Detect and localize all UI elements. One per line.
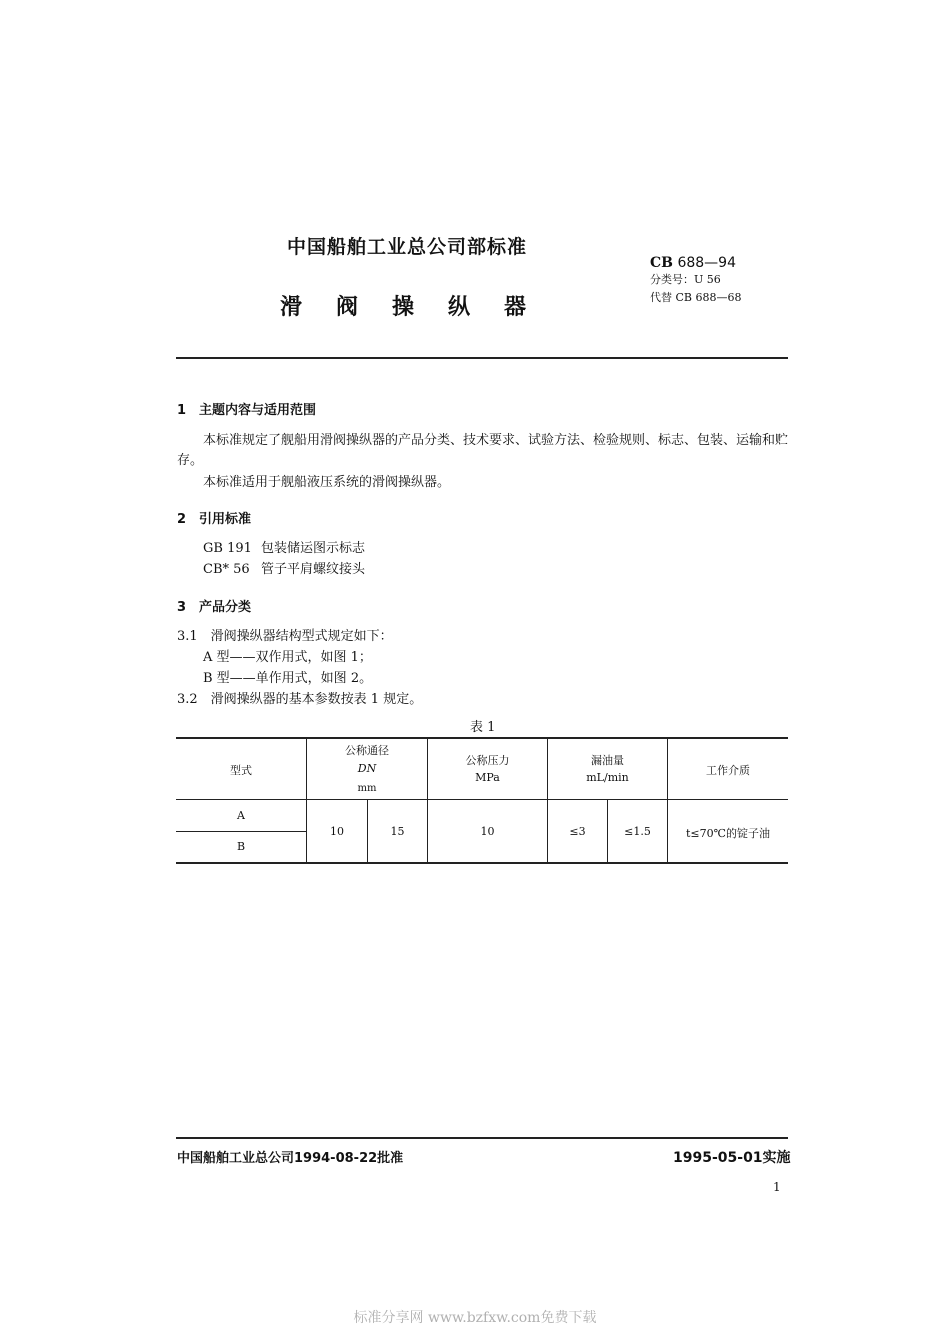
- section-heading-3: 3 产品分类: [177, 600, 252, 615]
- cell-pressure: 10: [480, 825, 495, 838]
- page-number: 1: [773, 1180, 781, 1194]
- header-pressure-unit: MPa: [475, 771, 500, 784]
- standard-code: [650, 255, 736, 271]
- header-divider: [176, 357, 788, 359]
- reference-title: 包装储运图示标志: [261, 541, 366, 556]
- footer-divider: [176, 1137, 788, 1139]
- section-1-paragraph-1-line-2: 存。: [177, 453, 204, 468]
- clause-3-2: 3.2 滑阀操纵器的基本参数按表 1 规定。: [177, 692, 423, 707]
- type-a-description: A 型——双作用式，如图 1；: [203, 650, 372, 665]
- document-title: 滑阀操纵器: [280, 295, 561, 320]
- standard-code-number: 688—94: [677, 255, 736, 271]
- effective-date: 1995-05-01实施: [673, 1150, 791, 1166]
- header-type: 型式: [230, 764, 252, 777]
- header-leak-name: 漏油量: [591, 754, 624, 767]
- cell-leak-2: ≤1.5: [624, 825, 651, 838]
- cell-dn-10: 10: [330, 825, 344, 838]
- table-bottom-rule: [176, 862, 788, 864]
- reference-code: GB 191: [203, 541, 252, 556]
- cell-type-b: B: [236, 840, 246, 853]
- cell-leak-1: ≤3: [569, 825, 586, 838]
- type-b-description: B 型——单作用式，如图 2。: [203, 671, 373, 686]
- header-dn-unit: mm: [357, 783, 377, 794]
- header-pressure-name: 公称压力: [465, 754, 510, 767]
- table-row-divider: [176, 831, 307, 832]
- section-1-paragraph-1-line-1: 本标准规定了舰船用滑阀操纵器的产品分类、技术要求、试验方法、检验规则、标志、包装、运输和贮: [203, 433, 789, 448]
- header-dn-symbol: DN: [357, 762, 377, 775]
- watermark-text: 标准分享网 www.bzfxw.com免费下载: [353, 1310, 597, 1326]
- reference-code: CB* 56: [203, 562, 250, 577]
- cell-medium: t≤70℃的锭子油: [686, 827, 770, 840]
- standard-code-prefix: CB: [650, 255, 673, 271]
- table-top-rule: [176, 737, 788, 739]
- classification-number: 分类号：U 56: [650, 273, 721, 286]
- cell-dn-15: 15: [390, 825, 405, 838]
- cell-type-a: A: [237, 809, 245, 822]
- header-medium: 工作介质: [706, 764, 750, 777]
- table-header-rule: [176, 799, 788, 800]
- clause-3-1: 3.1 滑阀操纵器结构型式规定如下：: [177, 629, 393, 644]
- issuing-organization: 中国船舶工业总公司部标准: [287, 236, 528, 258]
- table-caption: 表 1: [470, 720, 496, 735]
- replaces-standard: 代替 CB 688—68: [650, 291, 742, 304]
- header-dn-name: 公称通径: [345, 744, 389, 757]
- table-column-divider: [667, 738, 668, 863]
- approval-date: 中国船舶工业总公司1994-08-22批准: [177, 1151, 404, 1166]
- section-1-paragraph-2: 本标准适用于舰船液压系统的滑阀操纵器。: [203, 475, 451, 490]
- section-heading-2: 2 引用标准: [177, 512, 252, 527]
- reference-title: 管子平肩螺纹接头: [261, 562, 366, 577]
- section-heading-1: 1 主题内容与适用范围: [177, 403, 317, 418]
- header-leak-unit: mL/min: [586, 771, 629, 784]
